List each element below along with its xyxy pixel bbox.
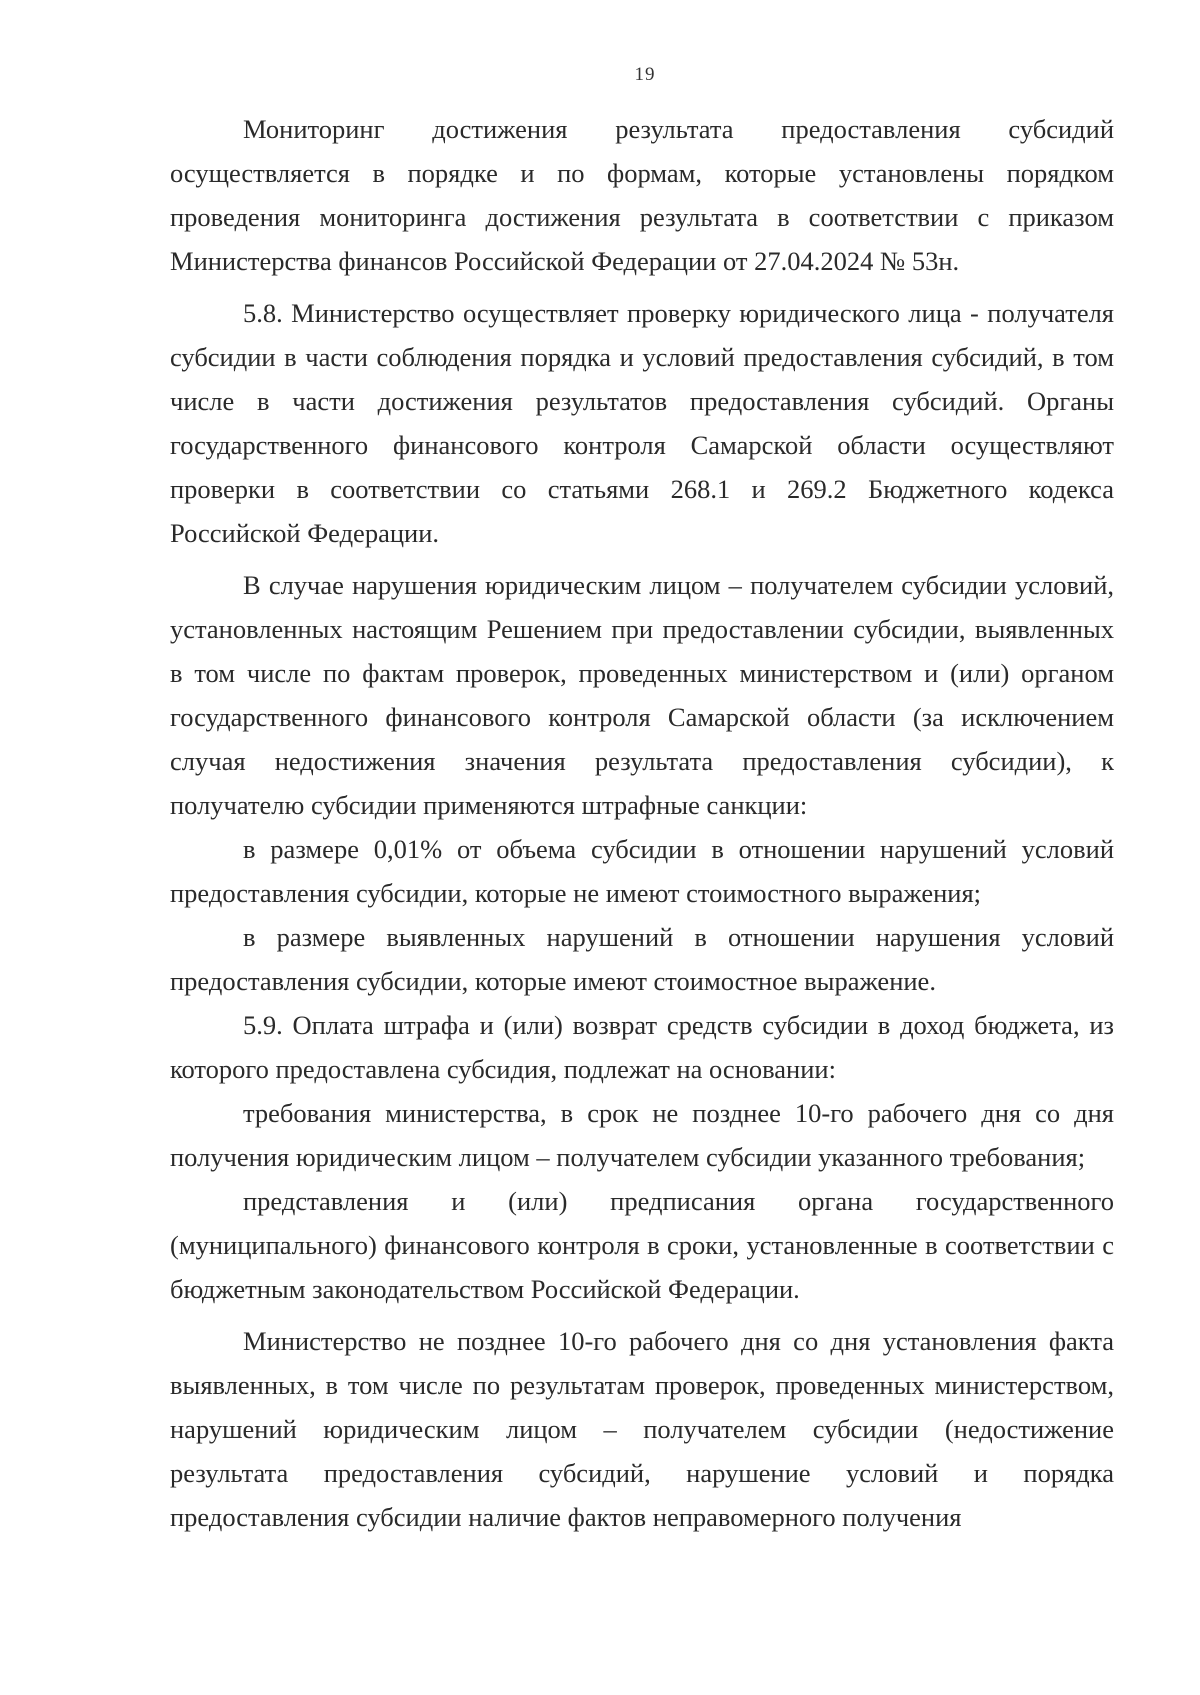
paragraph-5-9: 5.9. Оплата штрафа и (или) возврат средств субсидии в доход бюджета, из которого предоставлена субсидия, подлежат на основании: <box>170 1010 1114 1084</box>
paragraph-5-8: 5.8. Министерство осуществляет проверку юридического лица - получателя субсидии в части соблюдения порядка и условий предоставления субсидий, в том числе в части достижения результатов предоставления субсидий. Органы государственного финансового контроля Самарской области осуществляют проверки в соответствии со статьями 268.1 и 269.2 Бюджетного кодекса Российской Федерации. <box>170 298 1114 548</box>
paragraph-ministry-requirement: требования министерства, в срок не позднее 10-го рабочего дня со дня получения юридическим лицом – получателем субсидии указанного требования; <box>170 1098 1114 1172</box>
paragraph-violation-penalties: В случае нарушения юридическим лицом – получателем субсидии условий, установленных настоящим Решением при предоставлении субсидии, выявленных в том числе по фактам проверок, проведенных министерством и (или) органом государственного финансового контроля Самарской области (за исключением случая недостижения значения результата предоставления субсидии), к получателю субсидии применяются штрафные санкции: <box>170 570 1114 820</box>
paragraph-penalty-non-monetary: в размере 0,01% от объема субсидии в отношении нарушений условий предоставления субсидии, которые не имеют стоимостного выражения; <box>170 834 1114 908</box>
page-number: 19 <box>634 64 656 85</box>
paragraph-penalty-monetary: в размере выявленных нарушений в отношении нарушения условий предоставления субсидии, которые имеют стоимостное выражение. <box>170 922 1114 996</box>
paragraph-monitoring: Мониторинг достижения результата предоставления субсидий осуществляется в порядке и по формам, которые установлены порядком проведения мониторинга достижения результата в соответствии с приказом Министерства финансов Российской Федерации от 27.04.2024 № 53н. <box>170 114 1114 276</box>
paragraph-control-order: представления и (или) предписания органа государственного (муниципального) финансового контроля в сроки, установленные в соответствии с бюджетным законодательством Российской Федерации. <box>170 1186 1114 1304</box>
document-body <box>170 107 1114 1539</box>
paragraph-ministry-deadline: Министерство не позднее 10-го рабочего дня со дня установления факта выявленных, в том числе по результатам проверок, проведенных министерством, нарушений юридическим лицом – получателем субсидии (недостижение результата предоставления субсидий, нарушение условий и порядка предоставления субсидии наличие фактов неправомерного получения <box>170 1326 1114 1532</box>
